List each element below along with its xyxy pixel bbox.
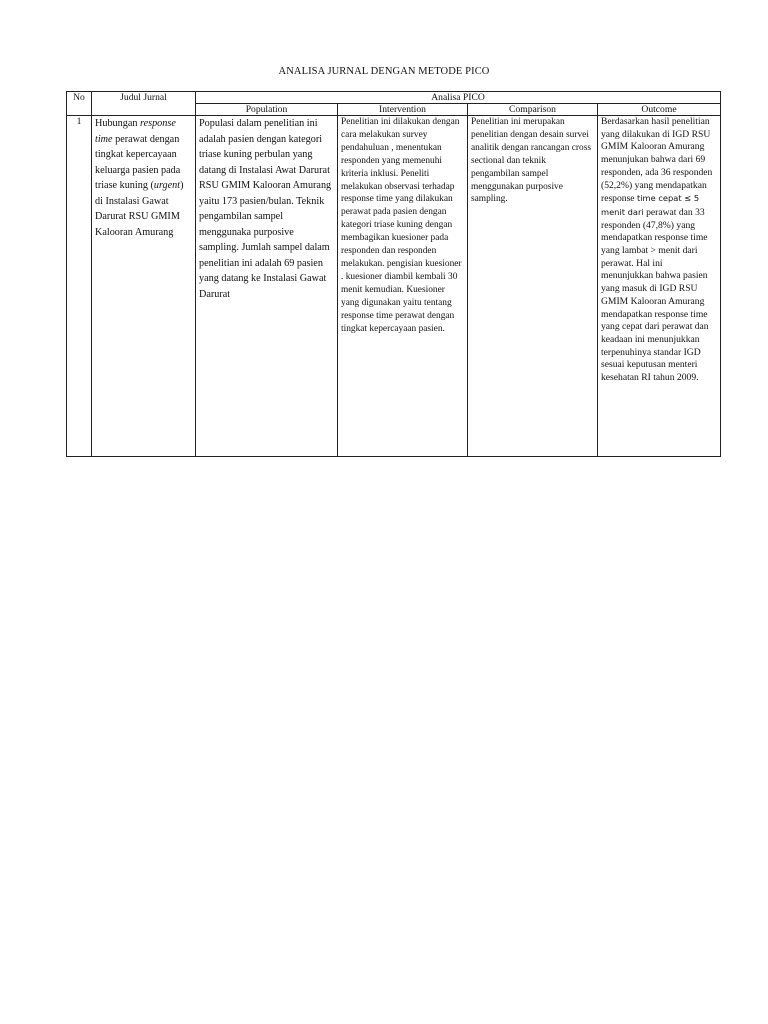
outcome-text-2: perawat dan 33 responden (47,8%) yang mendapatkan response time yang lambat > menit dari perawat. Hal ini menunjukkan bahwa pasien yang masuk di IGD RSU GMIM Kalooran Amurang mendapatkan response time yang cepat dari perawat dan keadaan ini menunjukkan terpenuhinya standar IGD sesuai keputusan menteri kesehatan RI tahun 2009. — [601, 206, 709, 384]
header-intervention: Intervention — [338, 104, 468, 116]
header-population: Population — [196, 104, 338, 116]
document-title: ANALISA JURNAL DENGAN METODE PICO — [278, 66, 490, 77]
header-outcome: Outcome — [598, 104, 721, 116]
header-judul-jurnal: Judul Jurnal — [92, 92, 196, 116]
judul-text-1: Hubungan — [95, 118, 140, 129]
cell-intervention: Penelitian ini dilakukan dengan cara melakukan survey pendahuluan , menentukan responden yang memenuhi kriteria inklusi. Peneliti melakukan observasi terhadap response time yang dilakukan perawat pada pasien dengan kategori triase kuning dengan membagikan kuesioner pada responden dan responden melakukan. pengisian kuesioner . kuesioner diambil kembali 30 menit kemudian. Kuesioner yang digunakan yaitu tentang response time perawat dengan tingkat kepercayaan pasien. — [338, 116, 468, 457]
header-analisa-pico: Analisa PICO — [196, 92, 721, 104]
table-header-row — [67, 92, 721, 104]
outcome-text-1: Berdasarkan hasil penelitian yang dilakukan di IGD RSU GMIM Kalooran Amurang menunjukan bahwa dari 69 responden, ada 36 responden (52,2%) yang mendapatkan response — [601, 116, 713, 205]
cell-judul-jurnal — [92, 116, 196, 457]
cell-outcome — [598, 116, 721, 457]
judul-text-3: ) di Instalasi Gawat Darurat RSU GMIM Kalooran Amurang — [95, 180, 184, 238]
judul-text-italic-2: urgent — [153, 180, 181, 191]
table-row — [67, 116, 721, 457]
cell-population: Populasi dalam penelitian ini adalah pasien dengan kategori triase kuning perbulan yang datang di Instalasi Awat Darurat RSU GMIM Kalooran Amurang yaitu 173 pasien/bulan. Teknik pengambilan sampel menggunaka purposive sampling. Jumlah sampel dalam penelitian ini adalah 69 pasien yang datang ke Instalasi Gawat Darurat — [196, 116, 338, 457]
cell-comparison: Penelitian ini merupakan penelitian dengan desain survei analitik dengan rancangan cross sectional dan teknik pengambilan sampel menggunakan purposive sampling. — [468, 116, 598, 457]
header-comparison: Comparison — [468, 104, 598, 116]
pico-analysis-table — [66, 91, 721, 457]
header-no: No — [67, 92, 92, 116]
judul-text-2: perawat dengan tingkat kepercayaan keluarga pasien pada triase kuning ( — [95, 133, 181, 191]
outcome-text-alt-font: time cepat ≤ 5 menit dari — [601, 193, 700, 217]
cell-no: 1 — [67, 116, 92, 457]
judul-text-italic-1: response time — [95, 118, 176, 145]
